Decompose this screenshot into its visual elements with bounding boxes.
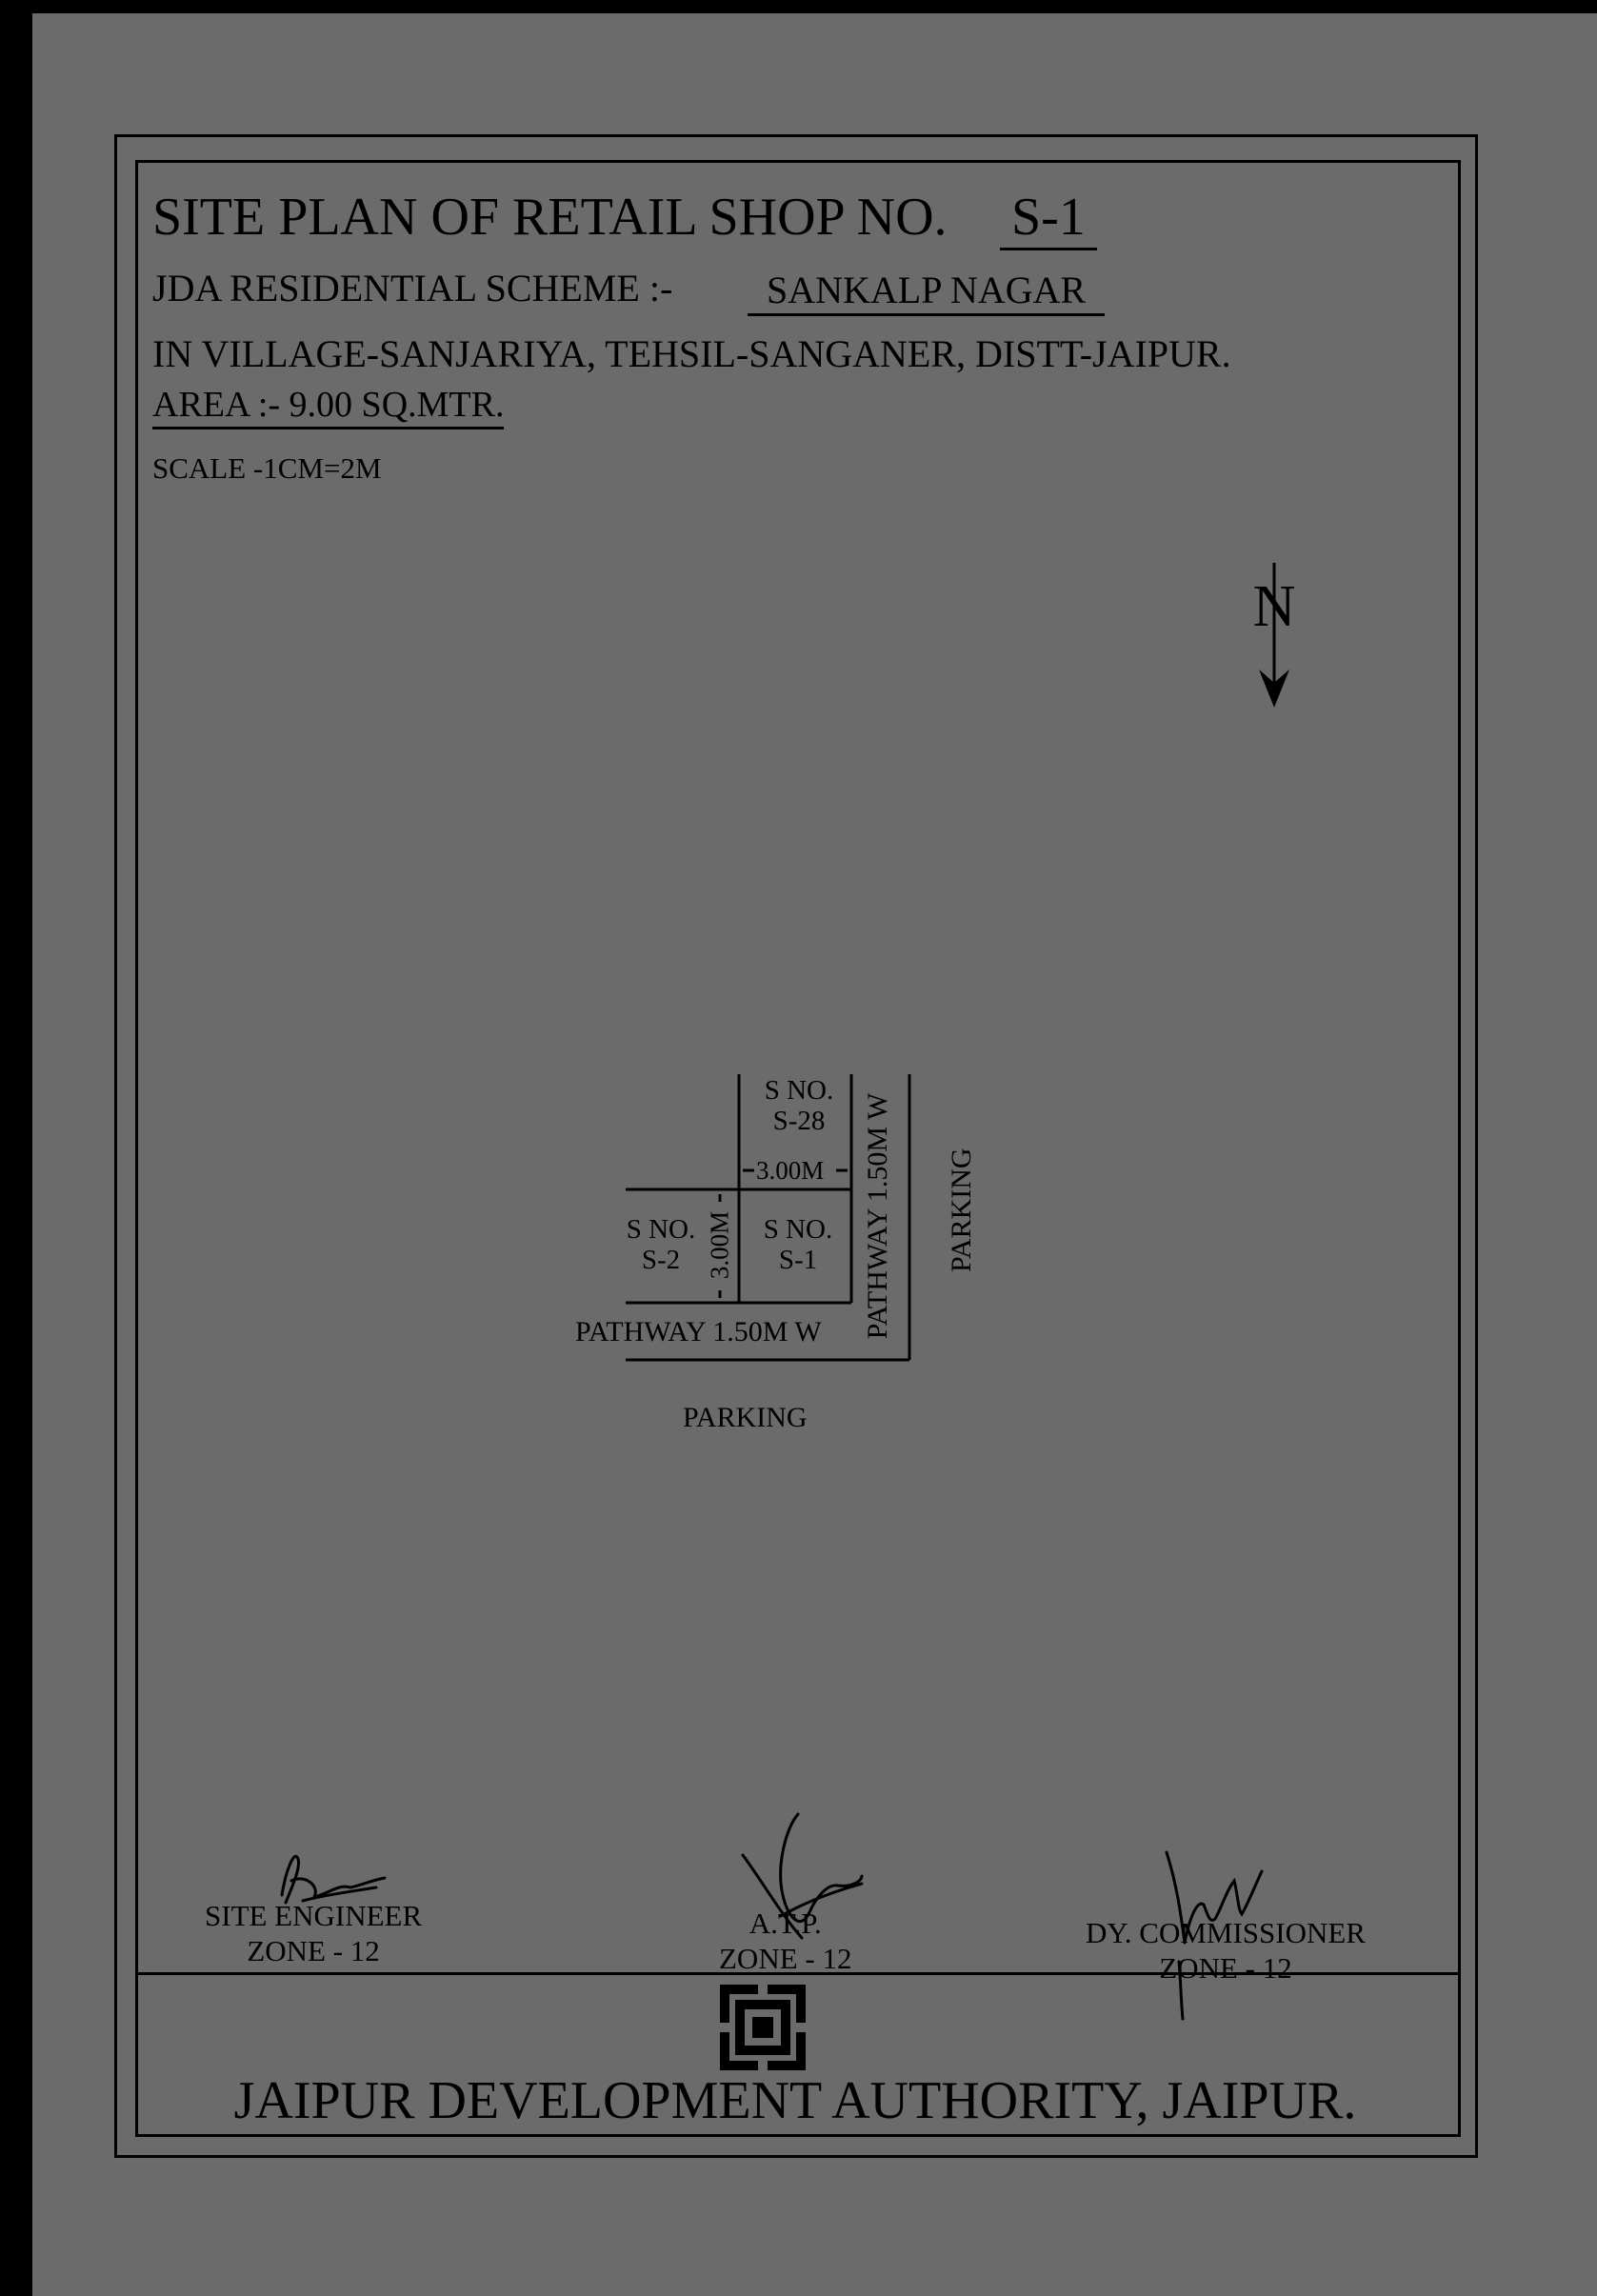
north-label: N bbox=[1252, 574, 1296, 639]
page-title: SITE PLAN OF RETAIL SHOP NO. bbox=[152, 188, 948, 247]
shop-s1-label: S NO. S-1 bbox=[763, 1214, 833, 1275]
pathway-bottom-label: PATHWAY 1.50M W bbox=[575, 1316, 822, 1348]
location-line: IN VILLAGE-SANJARIYA, TEHSIL-SANGANER, DISTT-JAIPUR. bbox=[152, 332, 1231, 375]
shop-s28-label: S NO. S-28 bbox=[764, 1075, 834, 1136]
shop-s2-label: S NO. S-2 bbox=[626, 1214, 696, 1275]
parking-bottom-label: PARKING bbox=[683, 1402, 808, 1433]
width-dimension: 3.00M bbox=[756, 1156, 825, 1185]
scale-line: SCALE -1CM=2M bbox=[152, 451, 382, 485]
dy-commissioner-block: DY. COMMISSIONER ZONE - 12 bbox=[1086, 1916, 1366, 1985]
authority-name: JAIPUR DEVELOPMENT AUTHORITY, JAIPUR. bbox=[233, 2071, 1357, 2130]
parking-right-label: PARKING bbox=[946, 1148, 977, 1272]
shop-number: S-1 bbox=[1000, 190, 1097, 250]
pathway-right-label: PATHWAY 1.50M W bbox=[862, 1092, 893, 1340]
site-engineer-block: SITE ENGINEER ZONE - 12 bbox=[205, 1899, 423, 1967]
jda-emblem-icon bbox=[718, 1983, 808, 2072]
scheme-label: JDA RESIDENTIAL SCHEME :- bbox=[152, 267, 673, 309]
depth-dimension: 3.00M bbox=[705, 1210, 734, 1280]
atp-block: A.T.P. ZONE - 12 bbox=[719, 1907, 852, 1975]
scheme-name: SANKALP NAGAR bbox=[748, 271, 1105, 316]
area-line: AREA :- 9.00 SQ.MTR. bbox=[152, 387, 504, 429]
